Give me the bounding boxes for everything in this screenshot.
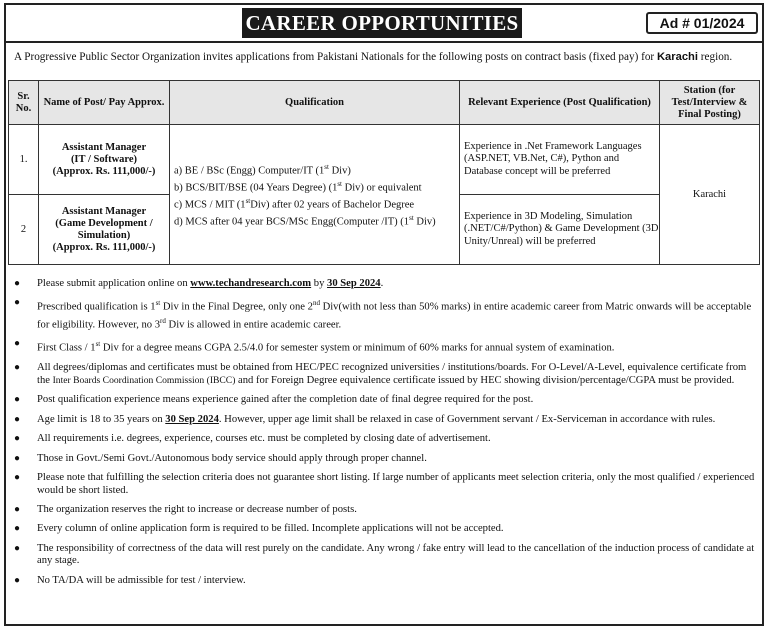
list-item: ● Prescribed qualification is 1st Div in the Final Degree, only one 2nd Div(with not less than 50% marks) in entire academic career from Matric onwards will be acceptable for eligibility. However, no 3rd Div is allowed in entire academic career.: [14, 297, 752, 331]
bullet-icon: ●: [14, 574, 21, 586]
qualification-d: d) MCS after 04 year BCS/MSc Engg(Computer /IT) (1st Div): [174, 213, 436, 227]
row-post-name: [39, 195, 170, 265]
qualification-c: c) MCS / MIT (1stDiv) after 02 years of Bachelor Degree: [174, 196, 415, 210]
list-item: ● First Class / 1st Div for a degree means CGPA 2.5/4.0 for semester system or minimum of 60% marks for annual system of examination.: [14, 338, 615, 354]
bullet-icon: ●: [14, 452, 21, 464]
row-sr-no: 2: [9, 195, 39, 265]
header-sr-no: Sr. No.: [9, 81, 39, 125]
table-row: [9, 125, 760, 195]
header-post-name: Name of Post/ Pay Approx.: [39, 81, 170, 125]
post-title: Assistant Manager: [61, 141, 147, 153]
application-url-link[interactable]: www.techandresearch.com: [190, 278, 312, 289]
page-title: CAREER OPPORTUNITIES: [242, 8, 522, 38]
post-title: Assistant Manager: [61, 205, 147, 217]
list-item: ● All requirements i.e. degrees, experience, courses etc. must be completed by closing date of advertisement.: [14, 433, 491, 445]
qualification-a: a) BE / BSc (Engg) Computer/IT (1st Div): [174, 162, 351, 176]
bullet-icon: ●: [14, 297, 21, 309]
header-divider: [4, 41, 764, 43]
list-item: ● Please submit application online on www.techandresearch.com by 30 Sep 2024.: [14, 278, 384, 289]
row-post-name: [39, 125, 170, 195]
table-header-row: [9, 81, 760, 125]
bullet-icon: ●: [14, 503, 21, 515]
intro-text: [14, 51, 754, 63]
list-item: ● Every column of online application form is required to be filled. Incomplete applications will not be accepted.: [14, 523, 504, 535]
station-cell: Karachi: [660, 125, 760, 265]
list-item: ● Those in Govt./Semi Govt./Autonomous body service should apply through proper channel.: [14, 452, 427, 464]
posts-table: [8, 80, 760, 265]
row-sr-no: 1.: [9, 125, 39, 195]
intro-text-after: region.: [698, 51, 733, 63]
row-experience: Experience in 3D Modeling, Simulation (.NET/C#/Python) & Game Development (3D Unity/Unreal) will be preferred: [460, 195, 660, 265]
list-item: ● Age limit is 18 to 35 years on 30 Sep 2024. However, upper age limit shall be relaxed in case of Government servant / Ex-Serviceman in accordance with rules.: [14, 413, 716, 425]
bullet-icon: ●: [14, 338, 21, 350]
instructions-list: [12, 278, 757, 594]
list-item: ● Please note that fulfilling the selection criteria does not guarantee short listing. If large number of applicants meet selection criteria, only the most qualified / experienced would be short listed.: [14, 471, 755, 496]
bullet-icon: ●: [14, 394, 21, 406]
row-experience: Experience in .Net Framework Languages (ASP.NET, VB.Net, C#), Python and Database concept will be preferred: [460, 125, 660, 195]
bullet-icon: ●: [14, 471, 21, 483]
list-item: ● All degrees/diplomas and certificates must be obtained from HEC/PEC recognized universities / institutions/boards. For O-Level/A-Level, equivalence certificate from the Inter Boards Coordination Commission (IBCC) and for Foreign Degree equivalence certificate issued by HEC showing division/percentage/CGPA must be provided.: [14, 362, 747, 386]
intro-city: Karachi: [656, 51, 698, 63]
header-qualification: Qualification: [170, 81, 460, 125]
header: [4, 3, 764, 40]
post-subtitle: (IT / Software): [70, 153, 138, 165]
bullet-icon: ●: [14, 413, 21, 425]
list-item: ● Post qualification experience means experience gained after the completion date of final degree required for the post.: [14, 394, 534, 406]
qualification-b: b) BCS/BIT/BSE (04 Years Degree) (1st Div) or equivalent: [174, 179, 422, 193]
post-subtitle: (Game Development / Simulation): [55, 217, 153, 241]
header-station: Station (for Test/Interview & Final Posting): [660, 81, 760, 125]
ad-number-badge: Ad # 01/2024: [646, 12, 758, 34]
header-experience: Relevant Experience (Post Qualification): [460, 81, 660, 125]
intro-text-before: A Progressive Public Sector Organization invites applications from Pakistani Nationals for the following posts on contract basis (fixed pay) for: [14, 51, 657, 63]
list-item: ● The organization reserves the right to increase or decrease number of posts.: [14, 503, 357, 515]
bullet-icon: ●: [14, 523, 21, 535]
bullet-icon: ●: [14, 433, 21, 445]
bullet-icon: ●: [14, 542, 21, 554]
list-item: ● The responsibility of correctness of the data will rest purely on the candidate. Any wrong / fake entry will lead to the cancellation of the induction process of candidate at any stage.: [14, 542, 755, 567]
post-pay: (Approx. Rs. 111,000/-): [52, 165, 156, 177]
bullet-icon: ●: [14, 362, 21, 374]
qualification-cell: [170, 125, 460, 265]
list-item: ● No TA/DA will be admissible for test / interview.: [14, 574, 246, 586]
bullet-icon: ●: [14, 278, 21, 289]
post-pay: (Approx. Rs. 111,000/-): [52, 241, 156, 253]
